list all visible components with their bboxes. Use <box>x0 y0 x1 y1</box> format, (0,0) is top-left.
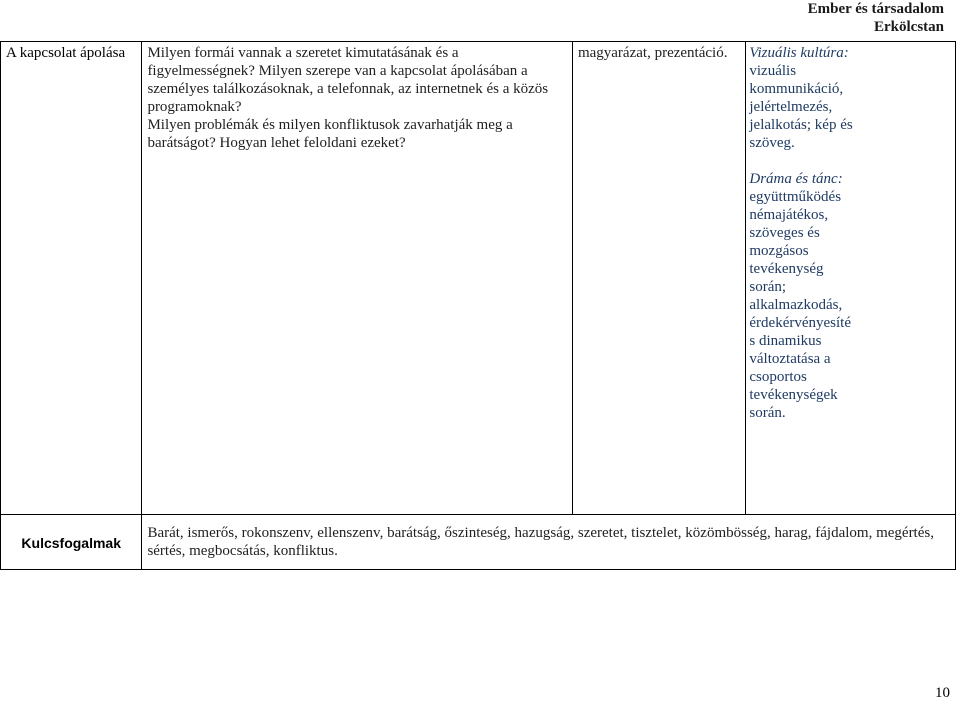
key-concepts-label: Kulcsfogalmak <box>1 515 142 570</box>
activities-cell: magyarázat, prezentáció. <box>572 42 745 515</box>
cross-curricular-links-cell <box>746 42 956 515</box>
curriculum-table <box>0 41 956 570</box>
document-header <box>808 0 944 36</box>
question-paragraph: Milyen formái vannak a szeretet kimutatásának és a figyelmességnek? Milyen szerepe van a kapcsolat ápolásában a személyes találkozásoknak, a telefonnak, az internetnek és a közös programoknak? <box>147 45 549 115</box>
link-title: Vizuális kultúra: <box>749 45 849 61</box>
link-body: együttműködés némajátékos, szöveges és mozgásos tevékenység során; alkalmazkodás, érdekérvényesítés dinamikus változtatása a csoportos tevékenységek során. <box>749 189 851 421</box>
link-item <box>749 170 855 422</box>
header-course: Erkölcstan <box>873 19 944 35</box>
key-concepts-terms: Barát, ismerős, rokonszenv, ellenszenv, barátság, őszinteség, hazugság, szeretet, tisztelet, közömbösség, harag, fájdalom, megértés, sértés, megbocsátás, konfliktus. <box>142 515 956 570</box>
topic-cell: A kapcsolat ápolása <box>1 42 142 515</box>
page-number: 10 <box>935 685 950 701</box>
link-body: vizuális kommunikáció, jelértelmezés, jelalkotás; kép és szöveg. <box>749 63 853 151</box>
table-row <box>1 515 956 570</box>
table-row <box>1 42 956 515</box>
link-title: Dráma és tánc: <box>749 171 843 187</box>
questions-cell <box>142 42 573 515</box>
header-subject: Ember és társadalom <box>807 1 944 17</box>
question-paragraph: Milyen problémák és milyen konfliktusok zavarhatják meg a barátságot? Hogyan lehet feloldani ezeket? <box>147 117 513 151</box>
link-item <box>749 44 855 152</box>
